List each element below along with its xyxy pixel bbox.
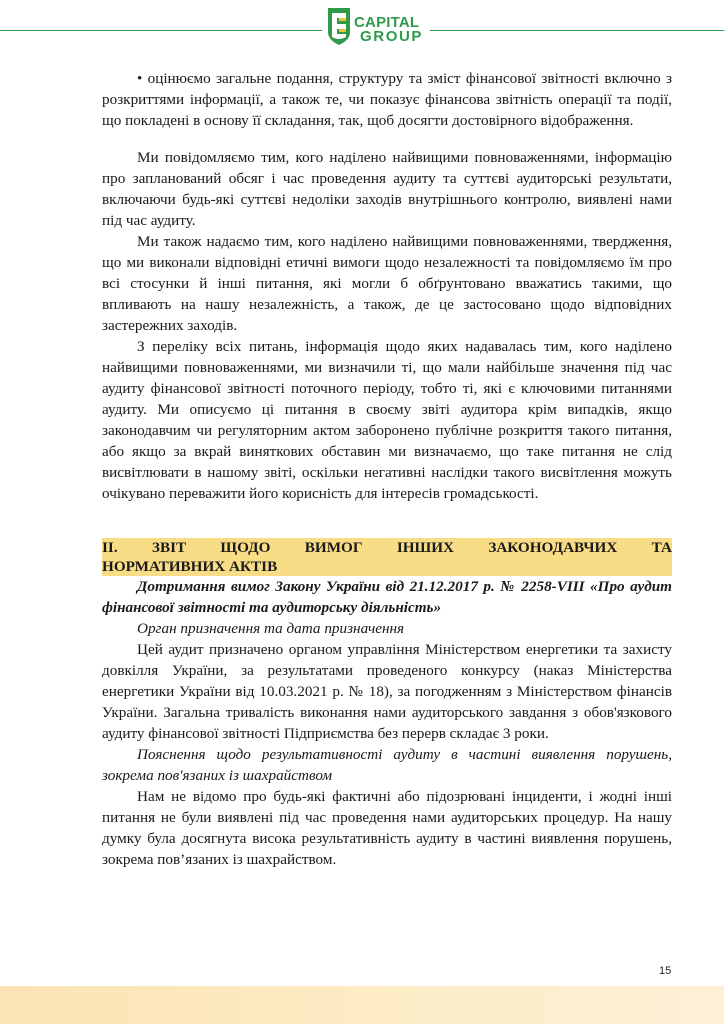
- section-heading-line1: ІІ. ЗВІТ ЩОДО ВИМОГ ІНШИХ ЗАКОНОДАВЧИХ ТА: [102, 539, 672, 556]
- logo-line-capital: CAPITAL: [354, 14, 420, 31]
- page-number: 15: [659, 965, 672, 977]
- section-heading: [102, 538, 672, 576]
- appointment-subheading: Орган призначення та дата призначення: [137, 620, 405, 637]
- section-heading-line2: НОРМАТИВНИХ АКТІВ: [102, 558, 278, 575]
- logo-shield-icon: [326, 6, 352, 46]
- paragraph-appointment: Цей аудит призначено органом управління Міністерством енергетики та захисту довкілля України, за результатами проведеного конкурсу (наказ Міністерства енергетики України від 10.03.2021 р. № 18), за погодженням з Міністерством фінансів України. Загальна тривалість виконання нами аудиторського завдання з обов'язкового аудиту фінансової звітності Підприємства без перерв складає 3 роки.: [102, 641, 672, 742]
- paragraph-bullet-presentation: • оцінюємо загальне подання, структуру та зміст фінансової звітності включно з розкриттями інформації, а також те, чи показує фінансова звітність операції та події, що покладені в основу її складання, так, щоб досягти достовірного відображення.: [102, 70, 672, 129]
- paragraph-independence: Ми також надаємо тим, кого наділено найвищими повноваженнями, твердження, що ми виконали відповідні етичні вимоги щодо незалежності та повідомляємо їм про всі стосунки й інші питання, які могли б обґрунтовано вважатись такими, що впливають на нашу незалежність, а також, де це застосовано щодо відповідних застережних заходів.: [102, 233, 672, 334]
- effectiveness-subheading: Пояснення щодо результативності аудиту в частині виявлення порушень, зокрема пов'язаних із шахрайством: [102, 746, 672, 784]
- company-logo: [322, 6, 430, 48]
- paragraph-key-audit-matters: З переліку всіх питань, інформація щодо яких надавалась тим, кого наділено найвищими повноваженнями, ми визначили ті, що мали найбільше значення під час аудиту фінансової звітності поточного періоду, тобто ті, які є ключовими питаннями аудиту. Ми описуємо ці питання в своєму звіті аудитора крім випадків, якщо законодавчим чи регуляторним актом заборонено публічне розкриття такого питання, або якщо за вкрай виняткових обставин ми визначаємо, що таке питання не слід висвітлювати в нашому звіті, оскільки негативні наслідки такого висвітлення можуть очікувано переважити його корисність для інтересів громадськості.: [102, 338, 672, 502]
- footer-band: [0, 986, 724, 1024]
- logo-line-group: GROUP: [360, 28, 424, 45]
- document-body: [102, 68, 672, 870]
- law-compliance-heading: Дотримання вимог Закону України від 21.12.2017 р. № 2258-VIII «Про аудит фінансової звітності та аудиторську діяльність»: [102, 578, 672, 616]
- paragraph-effectiveness: Нам не відомо про будь-які фактичні або підозрювані інциденти, і жодні інші питання не були виявлені під час проведення нами аудиторських процедур. На нашу думку була досягнута висока результативність аудиту в частині виявлення порушень, зокрема пов’язаних із шахрайством.: [102, 788, 672, 868]
- logo-wordmark: [354, 16, 423, 44]
- paragraph-communication-scope: Ми повідомляємо тим, кого наділено найвищими повноваженнями, інформацію про запланований обсяг і час проведення аудиту та суттєві аудиторські результати, включаючи будь-які суттєві недоліки заходів внутрішнього контролю, виявлені нами під час аудиту.: [102, 149, 672, 229]
